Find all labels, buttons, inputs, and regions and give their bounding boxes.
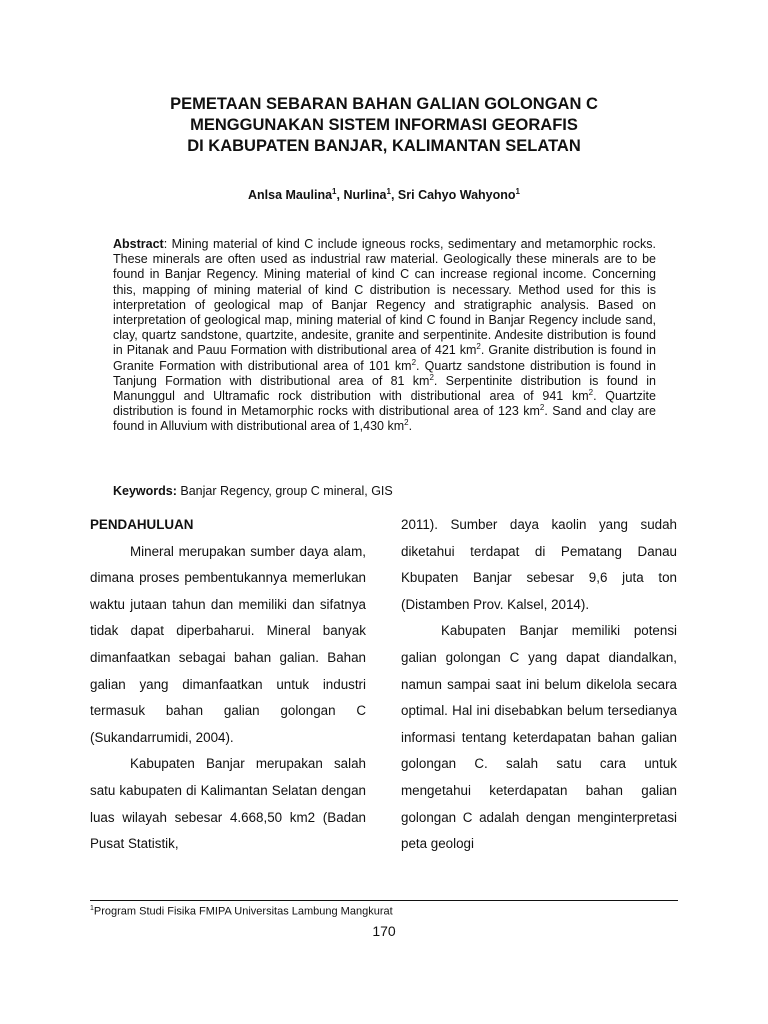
keywords (113, 484, 656, 498)
author-name: Nurlina (343, 188, 387, 203)
title-line: PEMETAAN SEBARAN BAHAN GALIAN GOLONGAN C (170, 95, 598, 113)
author-name: Sri Cahyo Wahyono (397, 188, 516, 203)
title-line: DI KABUPATEN BANJAR, KALIMANTAN SELATAN (187, 137, 581, 155)
footnote-divider (90, 900, 678, 901)
author-affiliation-mark: 1 (515, 187, 520, 196)
unit-superscript: 2 (404, 418, 409, 428)
title-line: MENGGUNAKAN SISTEM INFORMASI GEORAFIS (190, 116, 578, 134)
footnote (90, 905, 393, 918)
paper-title (90, 94, 678, 157)
abstract-text: . (408, 419, 413, 434)
body-paragraph: Kabupaten Banjar memiliki potensi galian golongan C yang dapat diandalkan, namun sampai saat ini belum dikelola secara optimal. Hal ini disebabkan belum tersedianya informasi tentang keterdapatan bahan galian golongan C. salah satu cara untuk mengetahui keterdapatan bahan galian golongan C adalah dengan menginterpretasi peta geologi (401, 623, 677, 852)
abstract-text: . Serpentinite distribution is found in Manunggul and Ultramafic rock distribution with distributional area of 941 km (113, 373, 656, 404)
abstract-text: . Quartzite distribution is found in Metamorphic rocks with distributional area of 123 km (113, 389, 656, 419)
abstract-text: : Mining material of kind C include igneous rocks, sedimentary and metamorphic rocks. These minerals are often used as industrial raw material. Geologically these minerals are to be found in Banjar Regency. Mining material of kind C can increase regional income. Concerning this, mapping of mining material of kind C distribution is necessary. Method used for this is interpretation of geological map of Banjar Regency and stratigraphic analysis. Based on interpretation of geological map, mining material of kind C found in Banjar Regency include sand, clay, quartz sandstone, quartzite, andesite, granite and serpentinite. Andesite distribution is found in Pitanak and Pauu Formation with distributional area of 421 km (113, 237, 656, 358)
body-paragraph: Kabupaten Banjar merupakan salah satu kabupaten di Kalimantan Selatan dengan luas wilayah sebesar 4.668,50 km2 (Badan Pusat Statistik, (90, 756, 366, 852)
abstract-label: Abstract (113, 237, 164, 251)
unit-superscript: 2 (411, 357, 417, 367)
footnote-mark: 1 (90, 905, 94, 912)
keywords-text: Banjar Regency, group C mineral, GIS (176, 484, 393, 498)
unit-superscript: 2 (429, 372, 434, 382)
left-column (90, 512, 366, 858)
section-heading: PENDAHULUAN (90, 517, 194, 532)
body-paragraph: 2011). Sumber daya kaolin yang sudah diketahui terdapat di Pematang Danau Kbupaten Banjar sebesar 9,6 juta ton (Distamben Prov. Kalsel, 2014). (401, 517, 677, 612)
unit-superscript: 2 (539, 403, 545, 413)
abstract-text: . Quartz sandstone distribution is found in Tanjung Formation with distributional area of 81 km (113, 358, 656, 388)
author-affiliation-mark: 1 (332, 187, 337, 196)
footnote-text: Program Studi Fisika FMIPA Universitas Lambung Mangkurat (93, 905, 393, 918)
author-affiliation-mark: 1 (386, 187, 391, 196)
abstract-text: . Sand and clay are found in Alluvium with distributional area of 1,430 km (113, 404, 656, 434)
author-separator: , (336, 188, 344, 203)
right-column (401, 512, 677, 858)
author-name: Anlsa Maulina (248, 188, 333, 203)
keywords-label: Keywords: (113, 484, 177, 498)
author-separator: , (390, 188, 398, 203)
body-paragraph: Mineral merupakan sumber daya alam, dimana proses pembentukannya memerlukan waktu jutaan tahun dan memiliki dan sifatnya tidak dapat diperbaharui. Mineral banyak dimanfaatkan sebagai bahan galian. Bahan galian yang dimanfaatkan untuk industri termasuk bahan galian golongan C (Sukandarrumidi, 2004). (90, 543, 366, 745)
abstract (113, 237, 656, 435)
abstract-text: . Granite distribution is found in Granite Formation with distributional area of 101 km (113, 343, 656, 373)
page-number: 170 (372, 923, 396, 939)
unit-superscript: 2 (476, 342, 481, 352)
unit-superscript: 2 (588, 387, 594, 397)
author-list (90, 187, 678, 202)
